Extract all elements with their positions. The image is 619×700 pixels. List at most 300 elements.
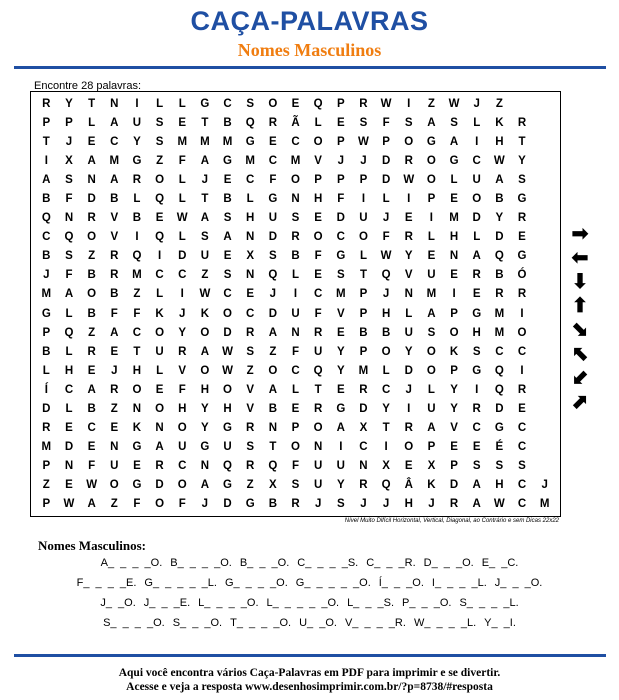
grid-letter: E	[404, 460, 413, 473]
grid-letter: E	[155, 383, 164, 396]
grid-letter: G	[132, 154, 142, 167]
grid-letter	[533, 247, 556, 266]
grid-letter: H	[223, 402, 232, 415]
grid-letter: U	[155, 345, 164, 358]
grid-letter: S	[65, 173, 73, 186]
grid-letter: I	[407, 402, 411, 415]
arrow-down-left-icon: ⬋	[571, 367, 589, 389]
name-hint: W_ _ _ _L.	[413, 617, 477, 629]
grid-letter: W	[222, 364, 233, 377]
arrow-right-icon: ➡	[571, 223, 589, 245]
grid-letter: A	[200, 212, 210, 225]
grid-letter: Z	[88, 326, 96, 339]
grid-letter: T	[314, 383, 322, 396]
grid-letter: F	[65, 269, 73, 282]
grid-letter: F	[337, 192, 345, 205]
grid-letter: F	[65, 192, 73, 205]
grid-letter: Q	[494, 364, 504, 377]
name-hint: S_ _ _ _O.	[103, 617, 165, 629]
grid-letter: H	[246, 212, 255, 225]
grid-letter: M	[358, 364, 369, 377]
grid-letter: N	[291, 192, 300, 205]
name-hint: J_ _ _O.	[494, 577, 543, 589]
grid-letter: C	[178, 460, 187, 473]
grid-letter: F	[133, 498, 141, 511]
grid-letter: A	[110, 173, 119, 186]
grid-letter: A	[472, 479, 481, 492]
grid-letter: D	[381, 173, 391, 186]
grid-letter: I	[135, 231, 139, 244]
grid-letter: I	[361, 192, 366, 205]
grid-letter: O	[268, 97, 278, 110]
grid-letter: X	[382, 460, 390, 473]
grid-letter: P	[42, 498, 51, 511]
grid-letter: Z	[495, 97, 503, 110]
grid-letter: G	[132, 441, 142, 454]
grid-letter: W	[358, 135, 369, 148]
grid-letter: C	[223, 288, 232, 301]
grid-letter	[533, 438, 556, 457]
grid-letter: O	[87, 231, 97, 244]
grid-letter: H	[313, 192, 323, 205]
grid-letter: Z	[156, 154, 164, 167]
name-hint: T_ _ _ _O.	[230, 617, 292, 629]
grid-letter: K	[132, 422, 142, 435]
grid-letter: E	[291, 402, 300, 415]
grid-letter: X	[246, 250, 255, 263]
grid-letter: G	[517, 250, 527, 263]
grid-letter: P	[42, 116, 51, 129]
grid-letter	[533, 132, 556, 151]
grid-letter: S	[336, 269, 345, 282]
grid-letter: E	[110, 345, 119, 358]
grid-letter: N	[155, 422, 164, 435]
name-hint: I_ _ _ _L.	[431, 577, 487, 589]
grid-letter: M	[177, 135, 188, 148]
grid-letter: L	[359, 250, 367, 263]
grid-letter: V	[450, 422, 458, 435]
grid-letter: C	[517, 441, 527, 454]
grid-letter: C	[517, 422, 527, 435]
grid-letter: Â	[404, 479, 413, 492]
grid-letter: V	[336, 307, 345, 320]
grid-letter: O	[155, 402, 165, 415]
grid-letter: H	[64, 364, 74, 377]
grid-letter: M	[494, 326, 505, 339]
grid-letter: I	[180, 288, 184, 301]
grid-letter: D	[381, 154, 391, 167]
grid-letter: U	[313, 479, 323, 492]
grid-letter	[533, 419, 556, 438]
name-hint: C_ _ _R.	[366, 557, 416, 569]
grid-letter: D	[155, 479, 164, 492]
grid-letter: C	[472, 154, 481, 167]
grid-letter: O	[155, 498, 165, 511]
grid-letter: Y	[404, 345, 413, 358]
grid-letter: B	[268, 498, 277, 511]
grid-letter: S	[404, 116, 413, 129]
grid-letter: K	[449, 345, 459, 358]
grid-letter: C	[155, 269, 164, 282]
grid-letter: Q	[313, 364, 323, 377]
grid-letter: Z	[246, 364, 254, 377]
grid-letter: X	[65, 154, 73, 167]
grid-letter: B	[268, 402, 277, 415]
grid-letter: O	[223, 383, 232, 396]
grid-letter: Y	[404, 250, 413, 263]
grid-letter: G	[41, 307, 51, 320]
grid-letter: Ó	[517, 269, 527, 282]
grid-letter: H	[449, 231, 459, 244]
grid-letter: V	[404, 269, 413, 282]
grid-letter: B	[87, 307, 96, 320]
grid-letter: G	[336, 250, 346, 263]
grid-letter: Q	[313, 97, 323, 110]
footer-line-2: Acesse e veja a resposta www.desenhosimprimir.com.br/?p=8738/#resposta	[126, 681, 493, 693]
grid-letter: E	[404, 212, 413, 225]
name-hint: C_ _ _ _S.	[297, 557, 359, 569]
grid-letter: L	[291, 269, 299, 282]
grid-letter: Q	[268, 269, 278, 282]
grid-letter: D	[359, 402, 368, 415]
grid-letter: R	[517, 212, 527, 225]
grid-letter: E	[65, 422, 73, 435]
grid-letter: E	[155, 212, 164, 225]
grid-letter: T	[88, 97, 96, 110]
grid-letter: O	[313, 422, 323, 435]
grid-letter: G	[223, 479, 232, 492]
grid-letter: I	[475, 383, 479, 396]
grid-letter: C	[381, 383, 391, 396]
grid-letter: S	[472, 460, 481, 473]
grid-letter: M	[222, 135, 233, 148]
grid-letter: I	[384, 441, 388, 454]
grid-letter: U	[404, 326, 413, 339]
grid-letter: O	[404, 135, 414, 148]
grid-letter: R	[404, 231, 413, 244]
grid-letter: C	[291, 135, 300, 148]
grid-letter: T	[201, 192, 209, 205]
grid-letter: F	[178, 498, 186, 511]
grid-letter: A	[87, 383, 96, 396]
grid-letter: S	[518, 460, 526, 473]
grid-letter: V	[178, 364, 187, 377]
grid-letter: S	[472, 345, 481, 358]
grid-letter: D	[87, 192, 96, 205]
grid-letter: G	[200, 97, 210, 110]
grid-letter: N	[200, 460, 210, 473]
grid-letter: Y	[336, 364, 345, 377]
grid-letter: L	[65, 345, 73, 358]
grid-letter: A	[87, 154, 96, 167]
grid-letter: J	[360, 154, 367, 167]
grid-letter: Q	[64, 326, 74, 339]
grid-letter: L	[246, 192, 254, 205]
grid-letter: P	[336, 173, 345, 186]
grid-letter: L	[156, 288, 164, 301]
grid-letter: Y	[336, 479, 345, 492]
grid-letter: F	[314, 250, 322, 263]
name-hint: F_ _ _ _E.	[76, 577, 137, 589]
page-title: CAÇA-PALAVRAS	[190, 6, 429, 36]
grid-letter	[533, 189, 556, 208]
names-row	[20, 613, 599, 633]
grid-letter: R	[246, 460, 255, 473]
grid-letter: Y	[201, 422, 209, 435]
grid-letter: W	[176, 212, 188, 225]
grid-letter: H	[132, 364, 142, 377]
grid-letter: E	[246, 288, 255, 301]
grid-letter: J	[360, 498, 367, 511]
footer	[0, 666, 619, 694]
grid-letter: O	[177, 422, 187, 435]
grid-letter: U	[313, 345, 323, 358]
grid-letter: A	[155, 441, 164, 454]
grid-letter: U	[427, 269, 436, 282]
grid-letter: L	[382, 192, 390, 205]
grid-letter: J	[201, 498, 209, 511]
grid-letter: L	[156, 97, 164, 110]
grid-letter: S	[450, 116, 458, 129]
grid-letter: A	[427, 116, 436, 129]
grid-letter: C	[517, 479, 527, 492]
grid-letter: P	[382, 135, 390, 148]
grid-letter: M	[109, 154, 120, 167]
bottom-divider	[14, 654, 606, 657]
grid-letter: I	[407, 97, 411, 110]
grid-letter: O	[313, 231, 323, 244]
grid-letter: L	[178, 231, 186, 244]
grid-letter: H	[404, 498, 413, 511]
grid-letter: E	[314, 269, 322, 282]
grid-letter: G	[268, 192, 278, 205]
grid-letter: R	[42, 97, 51, 110]
grid-letter: Z	[42, 479, 50, 492]
name-hint: Í_ _ _O.	[378, 577, 424, 589]
grid-letter: O	[155, 326, 165, 339]
names-list	[20, 553, 599, 633]
grid-letter: O	[426, 173, 436, 186]
grid-letter: L	[382, 364, 390, 377]
grid-letter: L	[178, 192, 186, 205]
grid-letter: A	[42, 173, 51, 186]
grid-letter: P	[65, 116, 73, 129]
grid-letter: L	[405, 307, 413, 320]
grid-letter: J	[337, 154, 344, 167]
grid-letter: G	[472, 307, 482, 320]
grid-letter: D	[268, 307, 277, 320]
grid-letter: U	[223, 441, 232, 454]
grid-letter: N	[246, 231, 255, 244]
grid-letter: G	[449, 154, 459, 167]
grid-letter: J	[314, 498, 322, 511]
grid-letter	[533, 323, 556, 342]
grid-letter: L	[65, 307, 73, 320]
grid-letter: R	[246, 326, 255, 339]
grid-letter: S	[359, 116, 368, 129]
grid-letter: N	[449, 250, 459, 263]
grid-letter: J	[179, 307, 186, 320]
grid-letter: B	[132, 212, 142, 225]
grid-letter: Z	[88, 250, 96, 263]
grid-letter	[533, 380, 556, 399]
grid-letter: N	[359, 460, 368, 473]
grid-letter	[533, 361, 556, 380]
grid-letter: M	[494, 307, 505, 320]
grid-letter: S	[223, 269, 232, 282]
grid-letter: J	[541, 479, 548, 492]
grid-letter: Q	[245, 116, 255, 129]
grid-letter: B	[291, 250, 300, 263]
grid-letter: N	[404, 288, 413, 301]
grid-letter: F	[382, 116, 390, 129]
grid-letter: M	[290, 154, 301, 167]
grid-letter: U	[336, 460, 345, 473]
grid-letter: O	[426, 345, 436, 358]
grid-letter: S	[495, 460, 504, 473]
grid-letter: Z	[246, 479, 254, 492]
grid-letter: N	[64, 212, 74, 225]
top-divider	[14, 66, 606, 69]
grid-letter: U	[291, 307, 300, 320]
grid-letter: S	[246, 441, 255, 454]
grid-letter: G	[336, 402, 346, 415]
grid-letter: W	[380, 250, 392, 263]
grid-letter: S	[201, 231, 209, 244]
grid-letter: L	[473, 231, 481, 244]
grid-letter: R	[87, 345, 96, 358]
grid-letter: I	[339, 441, 343, 454]
grid-letter: O	[517, 326, 527, 339]
grid-letter: C	[313, 288, 323, 301]
grid-letter: O	[177, 479, 187, 492]
grid-letter	[511, 94, 534, 113]
grid-letter: B	[87, 269, 96, 282]
grid-letter: A	[495, 173, 504, 186]
grid-letter: K	[427, 479, 436, 492]
grid-letter: E	[87, 135, 96, 148]
grid-letter: E	[291, 97, 300, 110]
grid-letter: J	[43, 269, 50, 282]
grid-letter: Y	[495, 212, 504, 225]
grid-letter: R	[313, 402, 323, 415]
grid-letter: L	[178, 173, 186, 186]
grid-letter: R	[517, 116, 527, 129]
grid-letter: S	[155, 116, 164, 129]
grid-letter: M	[41, 288, 52, 301]
grid-letter	[533, 304, 556, 323]
grid-letter: W	[448, 97, 460, 110]
grid-letter: J	[111, 364, 118, 377]
grid-letter: N	[268, 422, 277, 435]
grid-letter: E	[518, 231, 526, 244]
grid-letter: Z	[269, 345, 277, 358]
grid-letter: W	[380, 97, 392, 110]
grid-letter: Q	[64, 231, 74, 244]
grid-letter: S	[269, 250, 277, 263]
grid-letter: R	[291, 231, 300, 244]
grid-letter: A	[200, 345, 210, 358]
grid-letter: R	[291, 498, 300, 511]
grid-letter: I	[157, 250, 162, 263]
grid-letter: A	[268, 383, 277, 396]
grid-letter: M	[41, 441, 52, 454]
grid-letter: É	[495, 441, 504, 454]
grid-letter: L	[65, 402, 73, 415]
grid-letter: B	[42, 345, 51, 358]
name-hint: A_ _ _ _O.	[100, 557, 163, 569]
grid-letter: P	[450, 364, 458, 377]
names-heading: Nomes Masculinos:	[38, 538, 146, 553]
grid-letter: R	[449, 498, 459, 511]
grid-letter: G	[472, 364, 482, 377]
grid-letter: F	[291, 345, 299, 358]
grid-letter: O	[291, 441, 300, 454]
grid-letter: E	[472, 288, 481, 301]
grid-letter: L	[156, 364, 164, 377]
grid-letter: F	[314, 307, 322, 320]
grid-letter: V	[314, 154, 322, 167]
grid-letter: D	[42, 402, 51, 415]
grid-letter: W	[222, 345, 233, 358]
grid-letter: X	[359, 422, 368, 435]
grid-letter: U	[110, 460, 119, 473]
grid-letter: V	[110, 212, 119, 225]
grid-letter: F	[178, 383, 186, 396]
grid-letter: C	[42, 231, 51, 244]
grid-letter	[533, 228, 556, 247]
grid-letter: X	[427, 460, 436, 473]
grid-letter	[533, 209, 556, 228]
grid-letter: N	[291, 326, 300, 339]
grid-letter: H	[200, 383, 210, 396]
grid-letter: S	[246, 97, 255, 110]
grid-letter: Q	[381, 479, 391, 492]
grid-letter	[533, 266, 556, 285]
grid-letter: Y	[133, 135, 141, 148]
grid-letter: A	[472, 250, 481, 263]
grid-letter: G	[245, 498, 255, 511]
arrow-left-icon: ⬅	[571, 247, 589, 269]
grid-letter: W	[403, 173, 415, 186]
grid-letter	[533, 113, 556, 132]
grid-letter: F	[88, 460, 96, 473]
arrow-up-left-icon: ⬉	[571, 343, 589, 365]
grid-letter	[533, 399, 556, 418]
grid-letter: E	[336, 326, 345, 339]
grid-letter: R	[42, 422, 51, 435]
grid-letter: C	[517, 345, 527, 358]
grid-letter: R	[155, 460, 164, 473]
grid-letter: I	[135, 97, 139, 110]
grid-letter: O	[132, 383, 142, 396]
grid-letter: Q	[494, 383, 504, 396]
grid-letter: A	[427, 422, 436, 435]
grid-letter: O	[200, 326, 210, 339]
grid-letter: I	[407, 192, 411, 205]
grid-letter: G	[223, 154, 232, 167]
grid-letter: O	[313, 135, 323, 148]
name-hint: U_ _O.	[299, 617, 337, 629]
grid-letter: E	[269, 135, 277, 148]
grid-letter: Y	[382, 402, 390, 415]
letter-grid	[31, 92, 560, 516]
grid-letter: R	[268, 116, 277, 129]
name-hint: G_ _ _ _O.	[224, 577, 288, 589]
grid-letter: N	[132, 402, 142, 415]
grid-letter: E	[178, 116, 187, 129]
name-hint: J_ _ _E.	[143, 597, 191, 609]
